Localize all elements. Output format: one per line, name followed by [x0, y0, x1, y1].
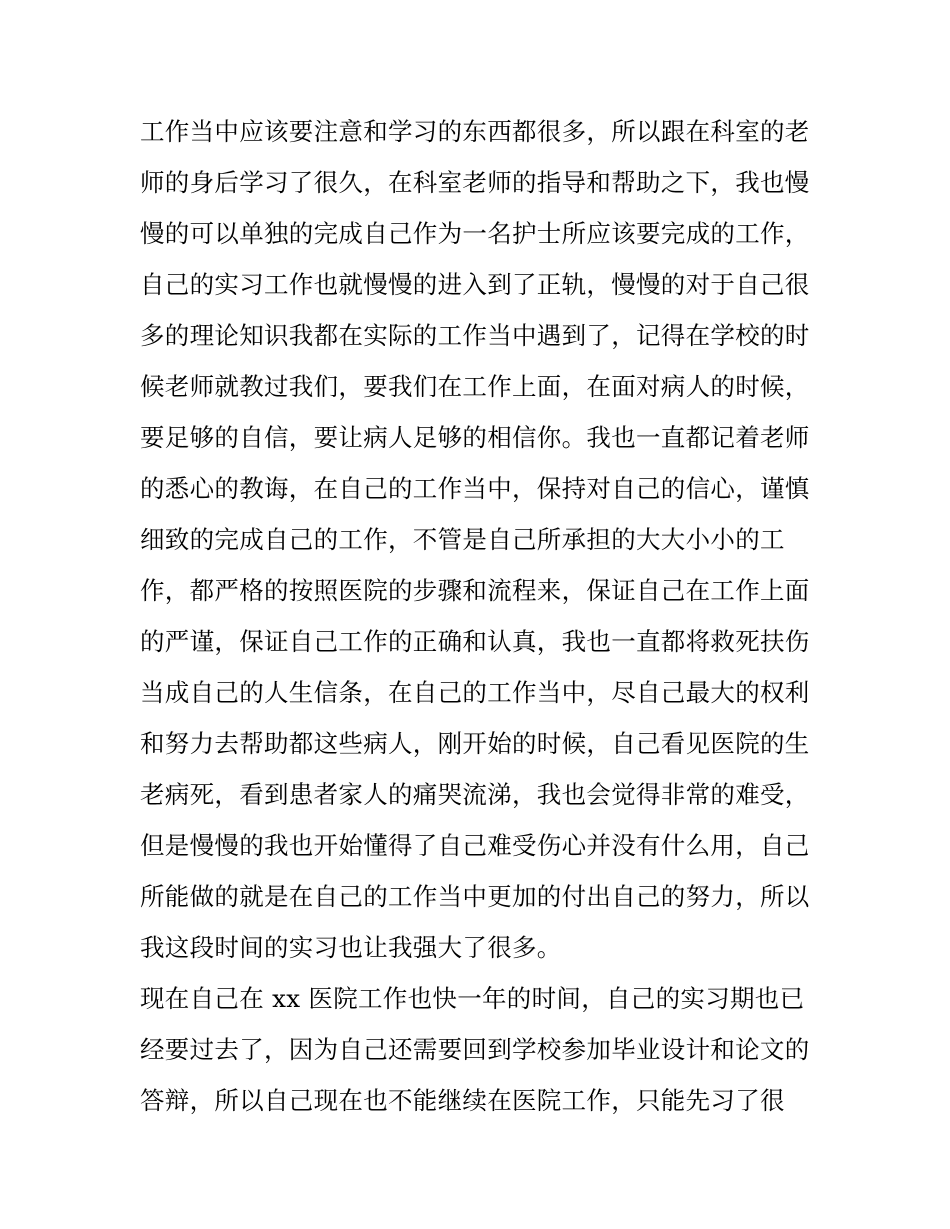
- text-line: 和努力去帮助都这些病人，刚开始的时候，自己看见医院的生: [140, 729, 810, 758]
- text-line: 我这段时间的实习也让我强大了很多。: [140, 933, 562, 962]
- text-line: 的严谨，保证自己工作的正确和认真，我也一直都将救死扶伤: [140, 627, 810, 656]
- text-line: 答辩，所以自己现在也不能继续在医院工作，只能先习了很: [140, 1086, 785, 1115]
- text-line: 经要过去了，因为自己还需要回到学校参加毕业设计和论文的: [140, 1035, 810, 1064]
- text-line: 多的理论知识我都在实际的工作当中遇到了，记得在学校的时: [140, 321, 810, 350]
- text-line: 但是慢慢的我也开始懂得了自己难受伤心并没有什么用，自己: [140, 831, 810, 860]
- text-line: 要足够的自信，要让病人足够的相信你。我也一直都记着老师: [140, 423, 810, 452]
- text-line: 当成自己的人生信条，在自己的工作当中，尽自己最大的权利: [140, 678, 810, 707]
- text-line: 现在自己在 xx 医院工作也快一年的时间，自己的实习期也已: [140, 984, 805, 1013]
- text-line: 的悉心的教诲，在自己的工作当中，保持对自己的信心，谨慎: [140, 474, 810, 503]
- text-line: 自己的实习工作也就慢慢的进入到了正轨，慢慢的对于自己很: [140, 270, 810, 299]
- text-line: 老病死，看到患者家人的痛哭流涕，我也会觉得非常的难受，: [140, 780, 810, 809]
- text-line: 细致的完成自己的工作，不管是自己所承担的大大小小的工: [140, 525, 785, 554]
- text-line: 候老师就教过我们，要我们在工作上面，在面对病人的时候，: [140, 372, 810, 401]
- text-line: 工作当中应该要注意和学习的东西都很多，所以跟在科室的老: [140, 117, 810, 146]
- body-text: [140, 106, 830, 1126]
- text-line: 慢的可以单独的完成自己作为一名护士所应该要完成的工作，: [140, 219, 810, 248]
- text-line: 师的身后学习了很久，在科室老师的指导和帮助之下，我也慢: [140, 168, 810, 197]
- text-line: 作，都严格的按照医院的步骤和流程来，保证自己在工作上面: [140, 576, 810, 605]
- text-line: 所能做的就是在自己的工作当中更加的付出自己的努力，所以: [140, 882, 810, 911]
